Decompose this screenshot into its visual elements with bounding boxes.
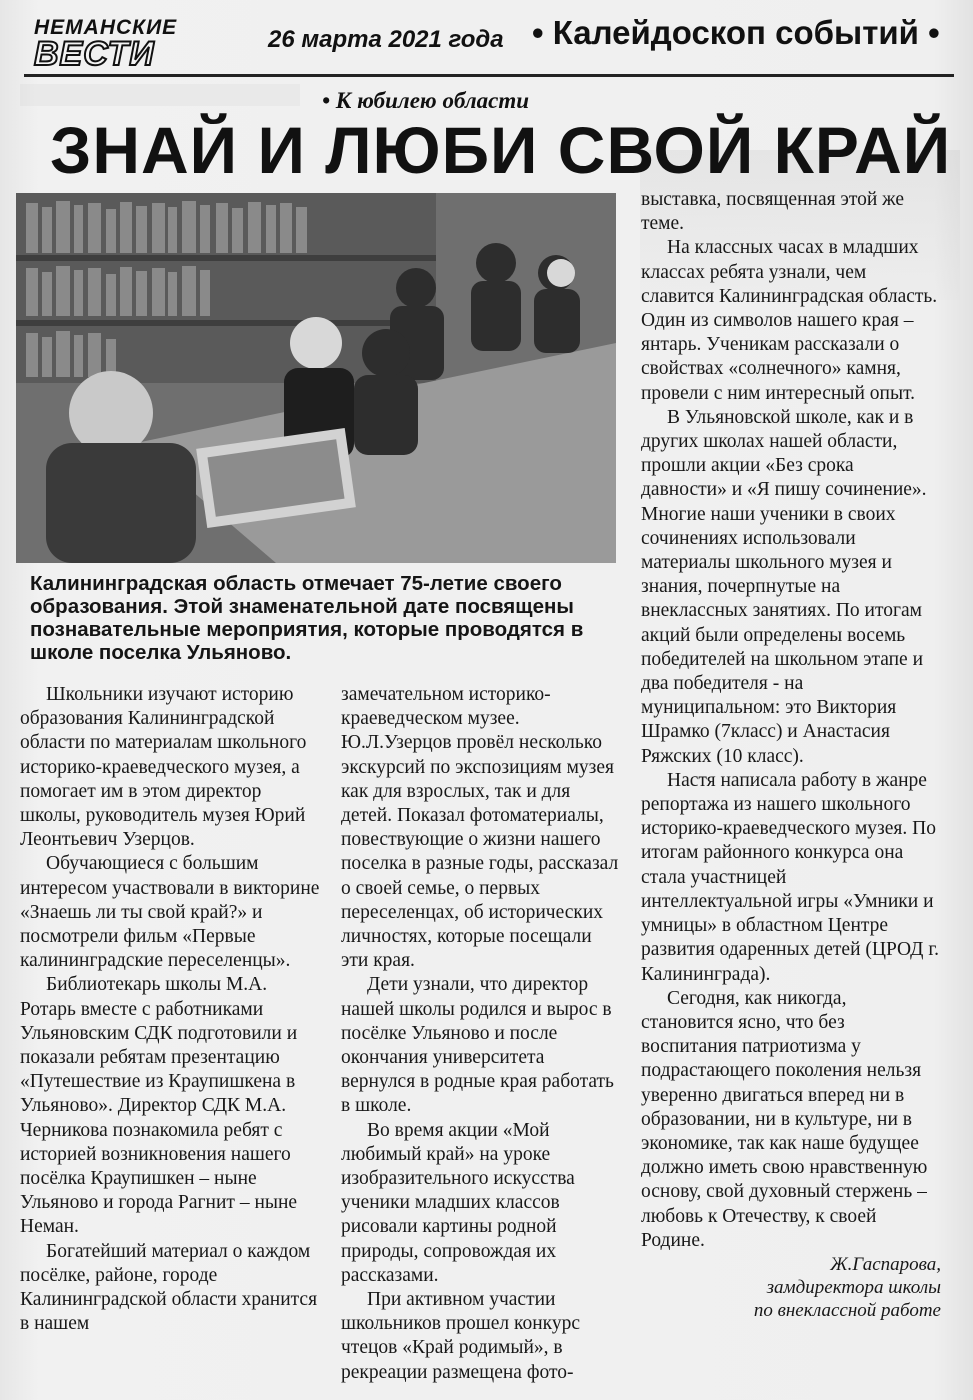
logo-bottom-text: ВЕСТИ [34, 35, 155, 73]
paragraph: выставка, посвященная этой же теме. [641, 189, 905, 235]
paragraph: замечательном историко-краеведческом музее. Ю.Л.Узерцов провёл несколько экскурсий по экспозициям музея как для взрослых, так и для детей. Показал фотоматериалы, повествующие о жизни нашего поселка в разные годы, рассказал о своей семье, о первых переселенцах, об исторических личностях, которые посещали эти края. [341, 684, 619, 972]
article-lead: Калининградская область отмечает 75-летие своего образования. Этой знаменательной дате посвящены познавательные мероприятия, которые проводятся в школе поселка Ульяново. [30, 572, 584, 664]
paragraph: Богатейший материал о каждом посёлке, районе, городе Калининградской области хранится в нашем [20, 1240, 318, 1335]
article-photo [16, 193, 616, 563]
paragraph: В Ульяновской школе, как и в других школах нашей области, прошли акции «Без срока давности» и «Я пишу сочинение». Многие наши ученики в своих сочинениях использовали материалы школьного музея и знания, почерпнутые на внеклассных занятиях. По итогам акций были определены восемь победителей на школьном этапе и два победителя - на муниципальном: это Виктория Шрамко (7класс) и Анастасия Ряжских (10 класс). [641, 406, 927, 767]
masthead-rule [24, 74, 954, 77]
article-column-1 [20, 683, 320, 1336]
author-role-line-1: замдиректора школы [766, 1276, 941, 1298]
paragraph: На классных часах в младших классах ребята узнали, чем славится Калининградская область. Один из символов нашего края – янтарь. Ученикам рассказали о свойствах «солнечного» камня, провели с ним интересный опыт. [641, 237, 938, 404]
issue-date: 26 марта 2021 года [268, 26, 504, 53]
author-role-line-2: по внеклассной работе [753, 1299, 941, 1321]
paragraph: Библиотекарь школы М.А. Ротарь вместе с работниками Ульяновским СДК подготовили и показали ребятам презентацию «Путешествие из Краупишкена в Ульяново». Директор СДК М.А. Черникова познакомила ребят с историей возникновения нашего посёлка Краупишкен – ныне Ульяново и города Рагнит – ныне Неман. [20, 974, 298, 1238]
logo-top-text: НЕМАНСКИЕ [34, 16, 178, 39]
library-photo-illustration [16, 193, 616, 563]
paragraph: Настя написала работу в жанре репортажа из нашего школьного историко-краеведческого музея. По итогам районного конкурса она стала участницей интеллектуальной игры «Умники и умницы» в областном Центре развития одаренных детей (ЦРОД г. Калининграда). [641, 769, 940, 985]
article-column-2 [341, 683, 621, 1385]
paragraph: Обучающиеся с большим интересом участвовали в викторине «Знаешь ли ты свой край?» и посмотрели фильм «Первые калининградские переселенцы». [20, 853, 320, 972]
author-name: Ж.Гаспарова, [830, 1253, 941, 1275]
paragraph: Во время акции «Мой любимый край» на уроке изобразительного искусства ученики младших классов рисовали картины родной природы, сопровождая их рассказами. [341, 1119, 575, 1286]
article-column-3 [641, 188, 941, 1322]
article-rubric: • К юбилею области [322, 88, 530, 113]
masthead [0, 0, 973, 78]
article-headline: ЗНАЙ И ЛЮБИ СВОЙ КРАЙ [50, 113, 952, 187]
section-title: • Калейдоскоп событий • [532, 14, 940, 51]
bleed-through-decoration-left [20, 84, 300, 106]
author-signature [641, 1253, 941, 1322]
paragraph: Сегодня, как никогда, становится ясно, что без воспитания патриотизма у подрастающего поколения нельзя уверенно двигаться вперед ни в образовании, ни в культуре, ни в экономике, так как наше будущее должно иметь свою нравственную основу, свой духовный стержень – любовь к Отечеству, к своей Родине. [641, 987, 928, 1251]
paragraph: Дети узнали, что директор нашей школы родился и вырос в посёлке Ульяново и после окончания университета вернулся в родные края работать в школе. [341, 974, 614, 1117]
paragraph: Школьники изучают историю образования Калининградской области по материалам школьного историко-краеведческого музея, а помогает им в этом директор школы, руководитель музея Юрий Леонтьевич Узерцов. [20, 684, 307, 851]
paragraph: При активном участии школьников прошел конкурс чтецов «Край родимый», в рекреации размещена фото- [341, 1289, 581, 1383]
